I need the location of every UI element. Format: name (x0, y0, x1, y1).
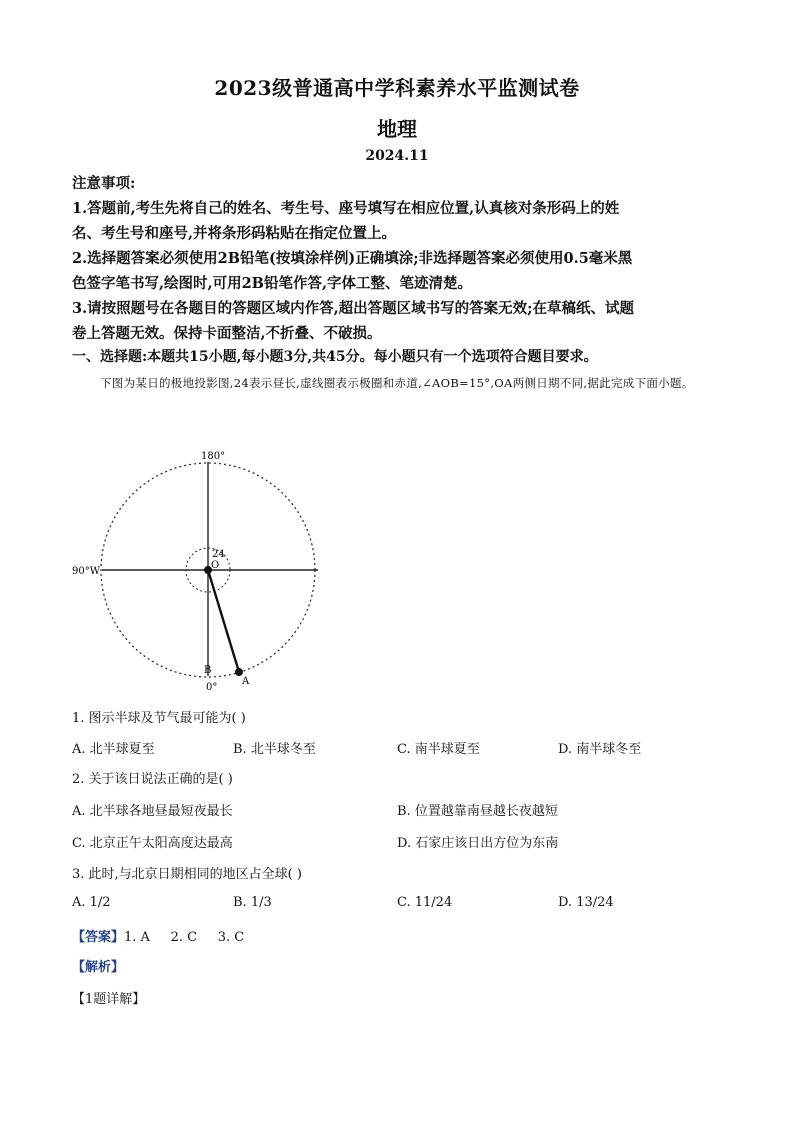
q1-option-c: C. 南半球夏至 (397, 742, 480, 757)
q2-option-a: A. 北半球各地昼最短夜最长 (72, 804, 233, 819)
notes-heading: 注意事项: (72, 175, 136, 192)
notes-line: 色签字笔书写,绘图时,可用2B铅笔作答,字体工整、笔迹清楚。 (72, 275, 472, 292)
question-2-stem: 2. 关于该日说法正确的是( ) (72, 772, 233, 787)
label-a: A (242, 676, 250, 687)
label-o: O (211, 560, 220, 571)
analysis-line (72, 956, 124, 975)
q3-option-c: C. 11/24 (397, 895, 453, 910)
label-0: 0° (206, 682, 218, 693)
label-b: B (204, 665, 212, 676)
answer-line (72, 926, 244, 945)
q3-option-b: B. 1/3 (233, 895, 272, 910)
notes-line: 卷上答题无效。保持卡面整洁,不折叠、不破损。 (72, 325, 382, 342)
question-3-stem: 3. 此时,与北京日期相同的地区占全球( ) (72, 867, 302, 882)
analysis-tag: 【解析】 (72, 960, 125, 975)
q1-option-a: A. 北半球夏至 (72, 742, 155, 757)
point-a (235, 668, 243, 676)
notes-line: 名、考生号和座号,并将条形码粘贴在指定位置上。 (72, 225, 397, 242)
polar-projection-figure (72, 444, 352, 698)
notes-line: 2.选择题答案必须使用2B铅笔(按填涂样例)正确填涂;非选择题答案必须使用0.5毫米黑 (72, 250, 633, 267)
exam-title: 2023级普通高中学科素养水平监测试卷 (214, 76, 580, 100)
q2-option-b: B. 位置越靠南昼越长夜越短 (397, 804, 558, 819)
subject-title: 地理 (377, 117, 417, 141)
detail-heading: 【1题详解】 (72, 992, 146, 1007)
label-24: 24 (212, 549, 225, 560)
polar-projection-diagram (72, 444, 352, 694)
notes-line: 3.请按照题号在各题目的答题区域内作答,超出答题区域书写的答案无效;在草稿纸、试题 (72, 300, 635, 317)
section-heading: 一、选择题:本题共15小题,每小题3分,共45分。每小题只有一个选项符合题目要求。 (72, 349, 598, 365)
line-oa (208, 570, 239, 672)
label-180: 180° (201, 451, 226, 462)
q3-option-d: D. 13/24 (558, 895, 614, 910)
q1-option-b: B. 北半球冬至 (233, 742, 316, 757)
q1-option-d: D. 南半球冬至 (558, 742, 642, 757)
q2-option-d: D. 石家庄该日出方位为东南 (397, 836, 559, 851)
answer-text: 1. A 2. C 3. C (124, 930, 245, 945)
question-intro: 下图为某日的极地投影图,24表示昼长,虚线圈表示极圈和赤道,∠AOB=15°,OA两侧日期不同,据此完成下面小题。 (100, 376, 694, 390)
question-1-stem: 1. 图示半球及节气最可能为( ) (72, 711, 246, 726)
label-90w: 90°W (72, 566, 101, 577)
answer-tag: 【答案】 (72, 930, 125, 945)
q3-option-a: A. 1/2 (72, 895, 111, 910)
exam-date: 2024.11 (365, 148, 429, 164)
q2-option-c: C. 北京正午太阳高度达最高 (72, 836, 233, 851)
notes-line: 1.答题前,考生先将自己的姓名、考生号、座号填写在相应位置,认真核对条形码上的姓 (72, 200, 620, 217)
